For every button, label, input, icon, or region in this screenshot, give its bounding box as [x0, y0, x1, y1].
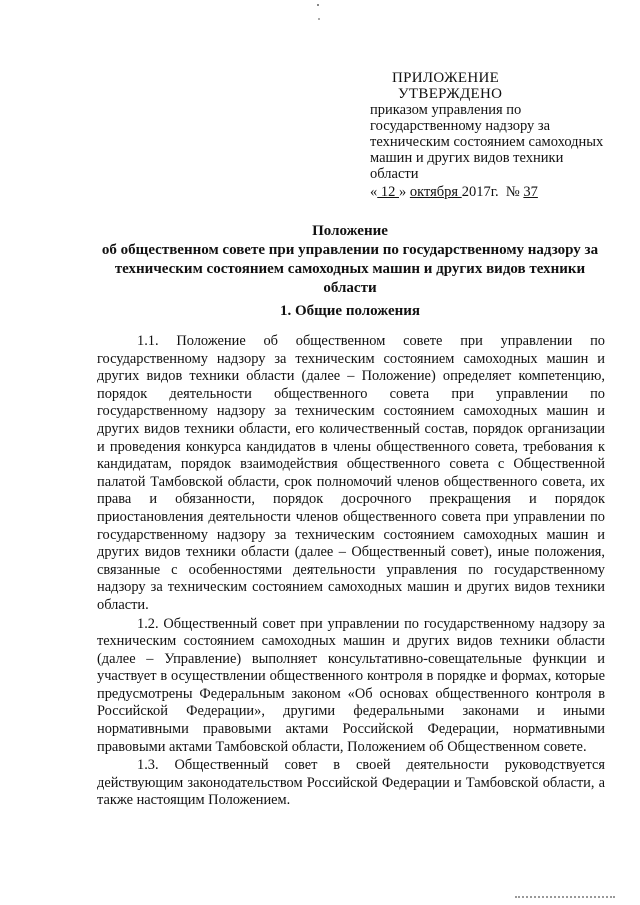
scan-speck [317, 4, 319, 6]
approval-date [370, 184, 610, 200]
approved-label: УТВЕРЖДЕНО [398, 86, 503, 102]
order-number: 37 [523, 184, 538, 200]
order-number-sign: № [498, 184, 524, 200]
date-day: 12 [377, 184, 399, 200]
document-title [100, 222, 600, 298]
appendix-label: ПРИЛОЖЕНИЕ [392, 70, 500, 86]
scan-edge-marks [515, 896, 615, 900]
date-month: октября [409, 184, 462, 200]
date-year: 2017г. [461, 184, 499, 200]
paragraph-1-3: 1.3. Общественный совет в своей деятельности руководствуется действующим законодательством Российской Федерации и Тамбовской области, а также настоящим Положением. [97, 757, 605, 809]
scan-speck [318, 18, 320, 20]
title-line-1: Положение [312, 223, 388, 239]
date-quote-close: » [399, 184, 410, 200]
paragraph-1-2: 1.2. Общественный совет при управлении по государственному надзору за техническим состоянием самоходных машин и других видов техники области (далее – Управление) выполняет консультативно-совещательные функции и участвует в осуществлении общественного контроля в порядке и формах, которые предусмотрены Федеральным законом «Об основах общественного контроля в Российской Федерации», другими федеральными законами и иными нормативными правовыми актами Российской Федерации, нормативными правовыми актами Тамбовской области, Положением об Общественном совете. [97, 615, 605, 755]
paragraph-1-1: 1.1. Положение об общественном совете при управлении по государственному надзору за техническим состоянием самоходных машин и других видов техники области (далее – Положение) определяет компетенцию, порядок деятельности общественного совета при управлении по государственному надзору за техническим состоянием самоходных машин и других видов техники области, его количественный состав, порядок организации и проведения конкурса кандидатов в члены общественного совета, требования к кандидатам, порядок взаимодействия общественного совета с Общественной палатой Тамбовской области, срок полномочий членов общественного совета, их права и обязанности, порядок досрочного прекращения и порядок приостановления деятельности членов общественного совета при управлении по государственному надзору за техническим состоянием самоходных машин и других видов техники области (далее – Общественный совет), иные положения, связанные с особенностями деятельности управления по государственному надзору за техническим состоянием самоходных машин и других видов техники области. [97, 333, 605, 613]
title-line-2: об общественном совете при управлении по государственному надзору за техническим состоянием самоходных машин и других видов техники области [101, 242, 599, 296]
approval-stamp [370, 70, 610, 200]
document-body [97, 333, 605, 810]
approval-order-text: приказом управления по государственному надзору за техническим состоянием самоходных машин и других видов техники области [370, 102, 604, 182]
section-heading: 1. Общие положения [279, 303, 421, 319]
date-quote-open: « [370, 184, 378, 200]
